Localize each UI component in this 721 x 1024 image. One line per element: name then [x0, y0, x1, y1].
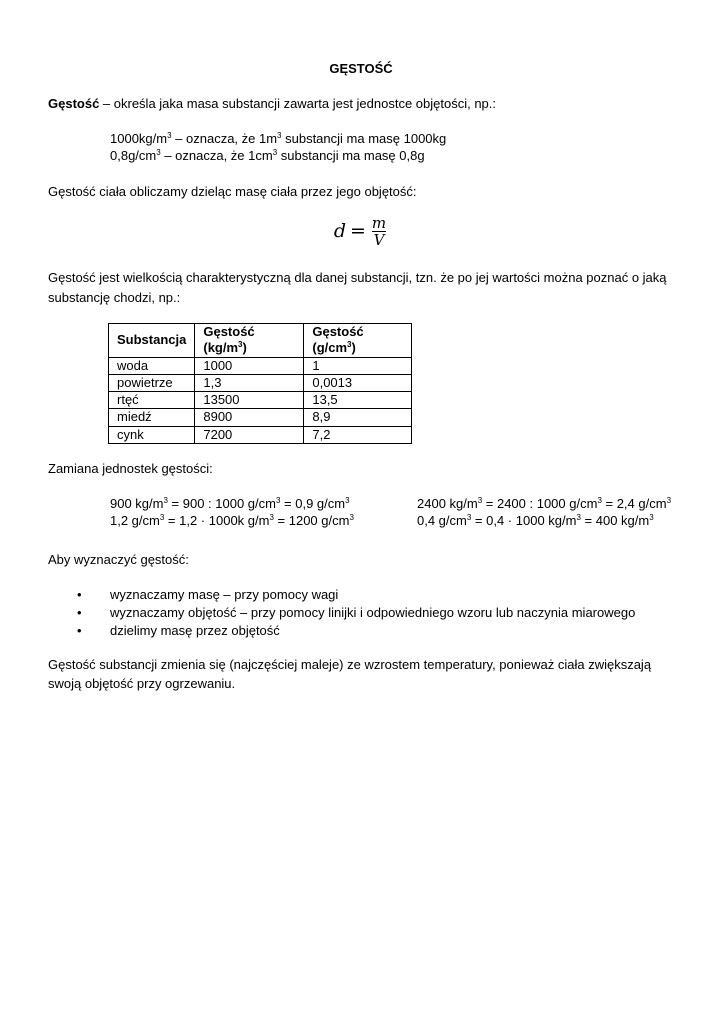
table-row [109, 357, 412, 374]
conversions-right [417, 495, 671, 530]
table-cell: rtęć [109, 392, 195, 409]
table-cell: woda [109, 357, 195, 374]
example-text: substancji ma masę 0,8g [277, 148, 425, 164]
table-row [109, 409, 412, 426]
table-row [109, 426, 412, 443]
superscript: 3 [156, 148, 161, 158]
table-cell: miedź [109, 409, 195, 426]
conversion-line: 1,2 $g/cm^3 = 1,2 \cdot 1000k$ $g/m^3 = 1200$ $g/cm^3$ [110, 513, 354, 529]
definition-term: Gęstość [48, 95, 100, 111]
table-header-row [109, 324, 412, 358]
steps-intro: Aby wyznaczyć gęstość: [48, 551, 189, 567]
definition-paragraph [48, 95, 674, 114]
table-cell: 7200 [195, 426, 304, 443]
conversions-left [110, 495, 354, 530]
table-header-substance: Substancja [109, 324, 195, 358]
table-header-gcm3: Gęstość $(g/cm^3)$ [304, 324, 412, 358]
example-value: 1000kg/m [110, 130, 168, 146]
superscript: 3 [167, 130, 172, 140]
table-cell: 13,5 [304, 392, 412, 409]
list-item: • wyznaczamy objętość – przy pomocy linijki i odpowiedniego wzoru lub naczynia miarowego [48, 604, 674, 622]
definition-text: – określa jaka masa substancji zawarta jest jednostce objętości, np.: [99, 95, 497, 111]
superscript: 3 [272, 148, 278, 158]
unit-examples [110, 130, 674, 165]
formula-fraction [370, 215, 388, 249]
table-row [109, 374, 412, 391]
page-title: GĘSTOŚĆ [329, 61, 393, 76]
closing-paragraph: Gęstość substancji zmienia się (najczęściej maleje) ze wzrostem temperatury, ponieważ ciała zwiększają swoją objętość przy ogrzewaniu. [48, 657, 652, 692]
table-cell: 13500 [195, 392, 304, 409]
characteristic-paragraph: Gęstość jest wielkością charakterystyczną dla danej substancji, tzn. że po jej wartości można poznać o jaką substancję chodzi, np.: [48, 269, 667, 306]
example-line [110, 147, 674, 165]
example-text: substancji ma masę 1000kg [281, 130, 447, 146]
conversion-line: 0,4 $g/cm^3 = 0,4 \cdot 1000$ $kg/m^3 = 400$ $kg/m^3$ [417, 513, 654, 529]
list-item: • dzielimy masę przez objętość [48, 622, 674, 640]
formula-lhs: d [333, 219, 346, 242]
document-page [48, 60, 674, 694]
table-cell: 0,0013 [304, 374, 412, 391]
example-text: – oznacza, że 1cm [160, 148, 273, 164]
formula-numerator: m [371, 213, 387, 232]
table-cell: 8900 [195, 409, 304, 426]
formula-denominator: V [373, 231, 385, 250]
table-cell: powietrze [109, 374, 195, 391]
table-cell: cynk [109, 426, 195, 443]
conversion-line: 2400 $kg/m^3 = 2400$ : 1000 $g/cm^3 = 2,4$ $g/cm^3$ [417, 495, 672, 511]
table-cell: 8,9 [304, 409, 412, 426]
example-value: 0,8g/cm [110, 148, 157, 164]
table-cell: 1,3 [195, 374, 304, 391]
formula-equals: = [350, 219, 366, 242]
steps-list [48, 586, 674, 641]
table-cell: 7,2 [304, 426, 412, 443]
density-table [108, 323, 412, 444]
conversion-intro: Zamiana jednostek gęstości: [48, 460, 213, 476]
example-text: – oznacza, że 1m [171, 130, 278, 146]
table-row [109, 392, 412, 409]
density-formula [48, 210, 674, 254]
table-cell: 1000 [195, 357, 304, 374]
unit-conversions [48, 495, 674, 533]
list-item: • wyznaczamy masę – przy pomocy wagi [48, 586, 674, 604]
table-cell: 1 [304, 357, 412, 374]
formula-intro: Gęstość ciała obliczamy dzieląc masę ciała przez jego objętość: [48, 183, 417, 199]
conversion-line: 900 $kg/m^3 = 900$ : 1000 $g/cm^3 = 0,9$ $g/cm^3$ [110, 495, 350, 511]
example-line [110, 130, 674, 148]
superscript: 3 [277, 130, 282, 140]
table-header-kgm3: Gęstość $(kg/m^3)$ [195, 324, 304, 358]
